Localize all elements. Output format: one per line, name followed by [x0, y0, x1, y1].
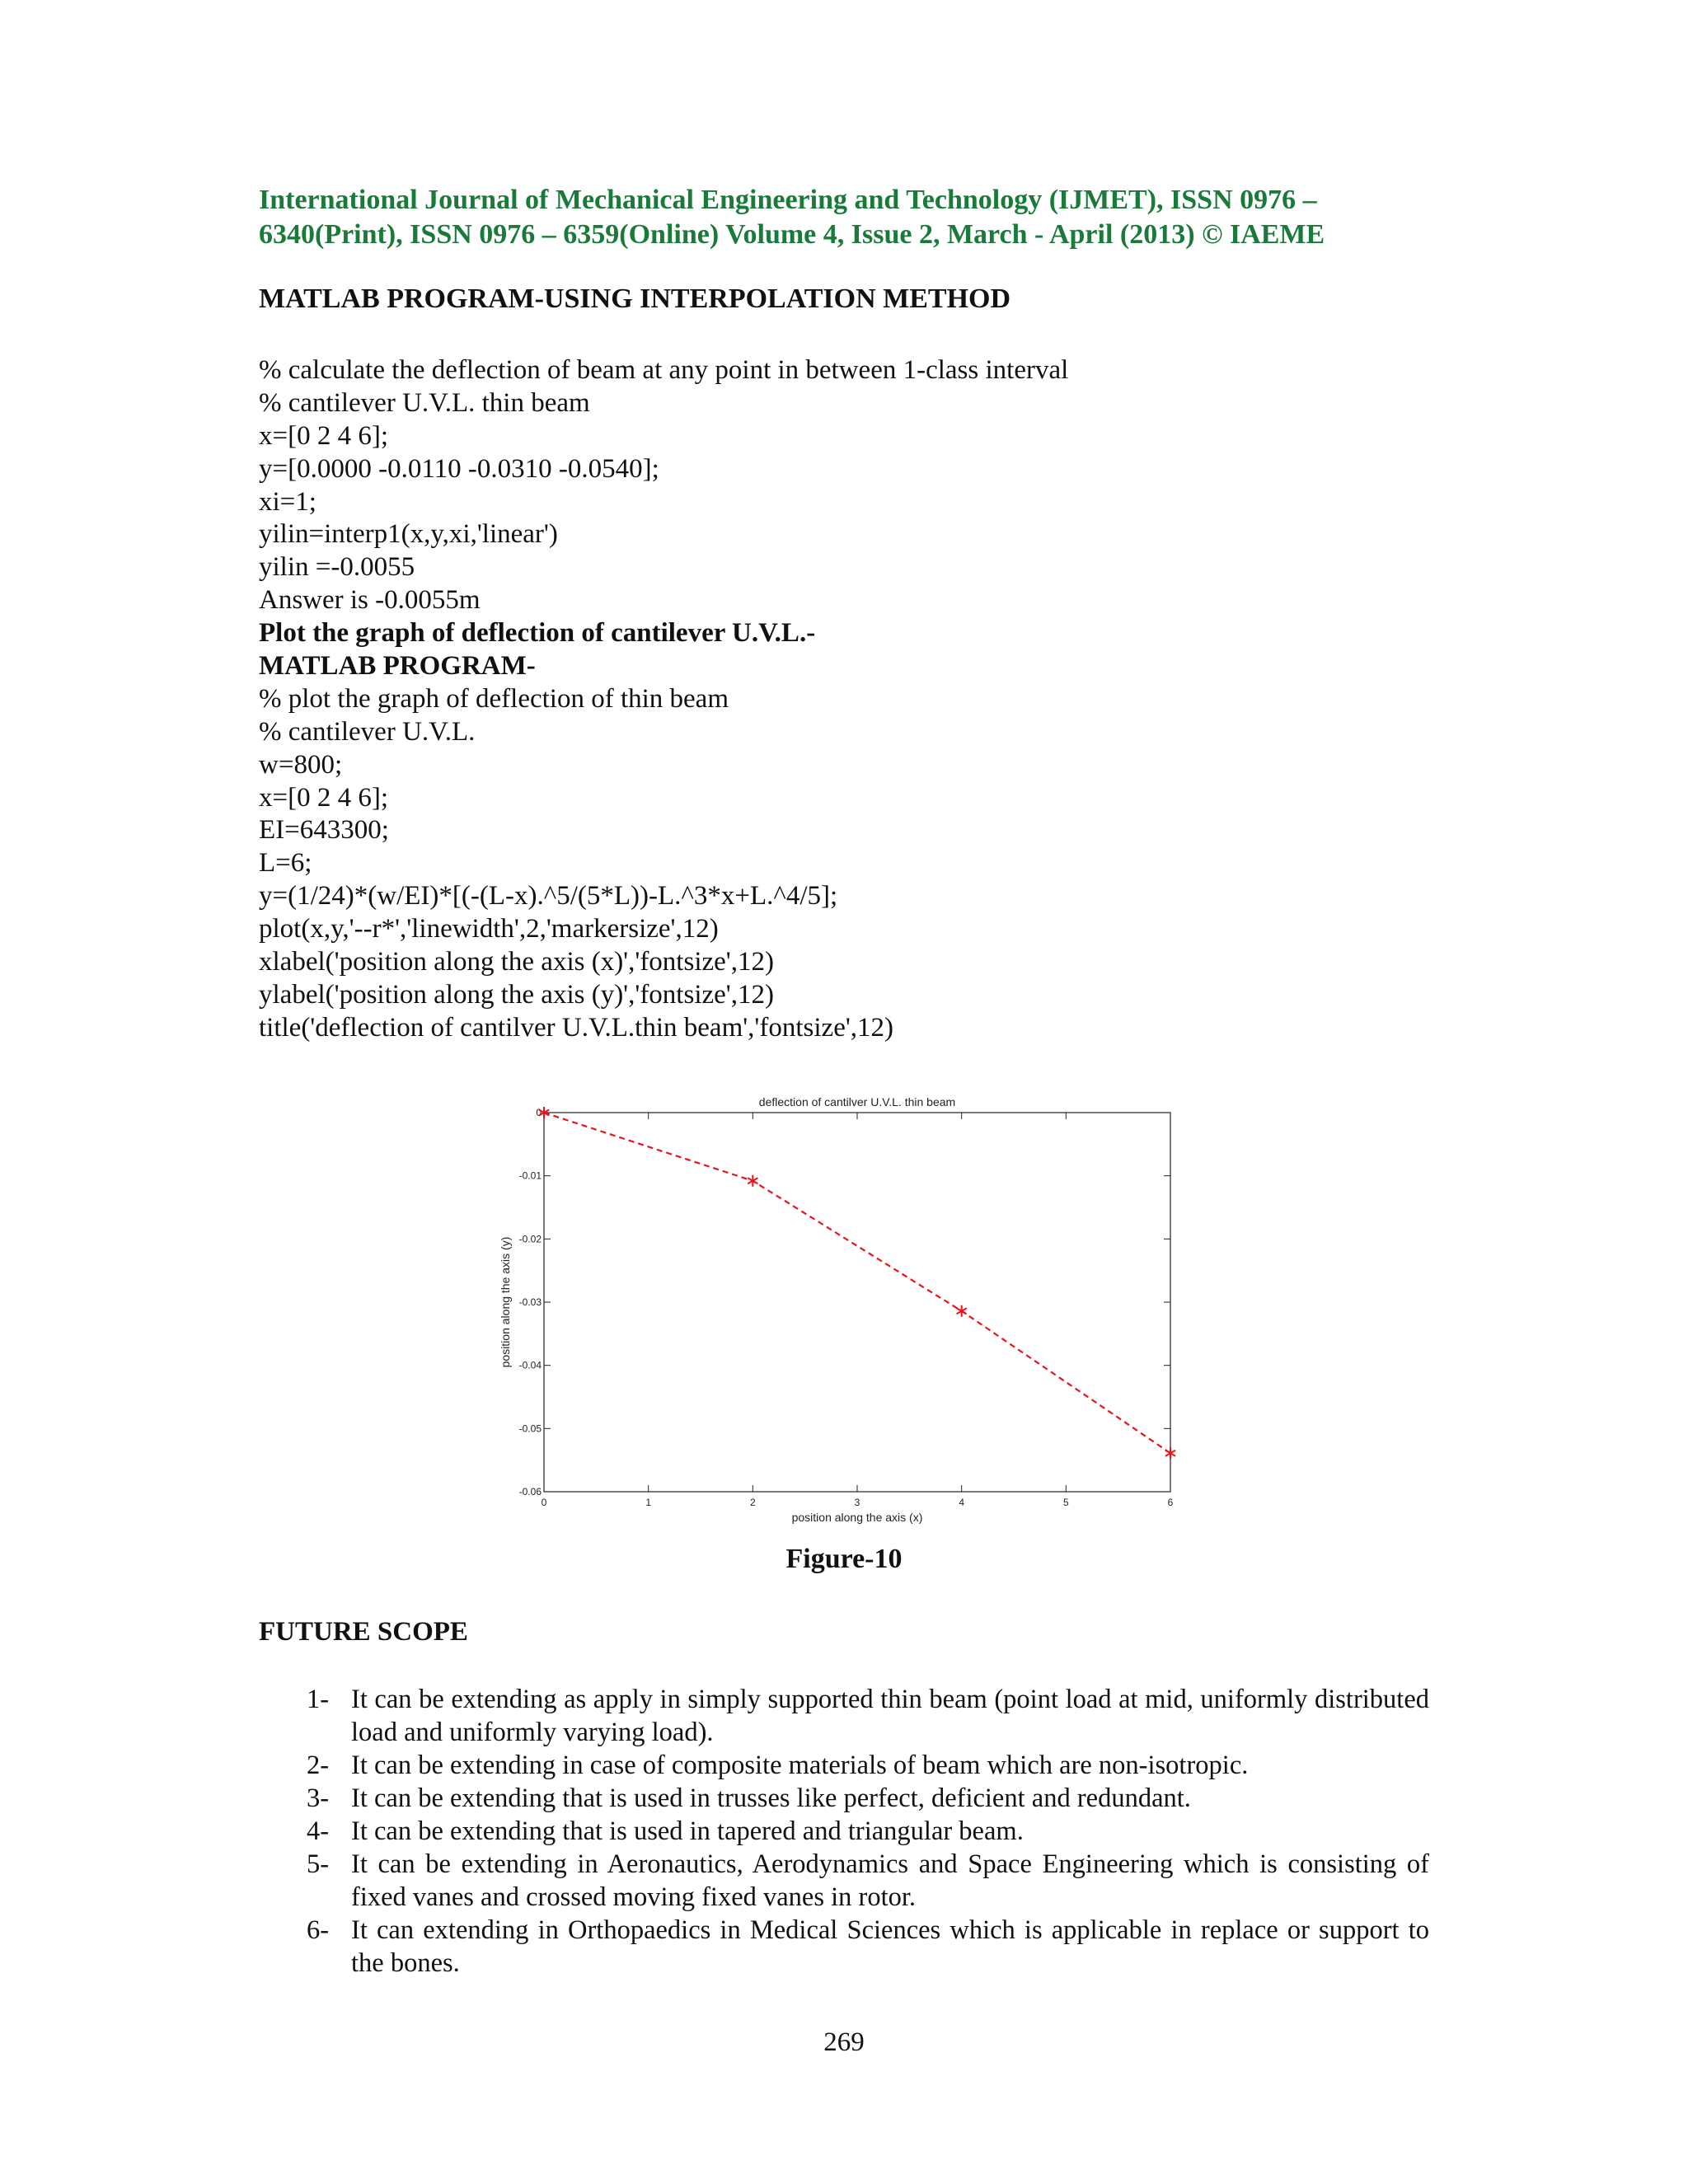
- code-line: % plot the graph of deflection of thin beam: [259, 683, 729, 714]
- journal-header-line-1: International Journal of Mechanical Engineering and Technology (IJMET), ISSN 0976 –: [259, 185, 1317, 215]
- y-axis-label: position along the axis (y): [499, 1236, 512, 1368]
- y-tick-label: -0.05: [518, 1422, 542, 1435]
- plot-frame: [544, 1113, 1170, 1492]
- chart-title: deflection of cantilver U.V.L. thin beam: [758, 1095, 956, 1108]
- code-line: title('deflection of cantilver U.V.L.thin beam','fontsize',12): [259, 1012, 894, 1043]
- y-tick-label: -0.03: [518, 1296, 542, 1308]
- list-item-text: It can be extending that is used in tapered and triangular beam.: [351, 1816, 1024, 1846]
- code-line: yilin=interp1(x,y,xi,'linear'): [259, 519, 558, 550]
- deflection-figure: [495, 1084, 1187, 1541]
- x-tick-label: 3: [854, 1497, 860, 1508]
- y-tick-label: -0.01: [518, 1169, 542, 1182]
- matlab-code-block: [259, 354, 1429, 1045]
- list-item-text: It can be extending in Aeronautics, Aerodynamics and Space Engineering which is consisting of fixed vanes and crossed moving fixed vanes in rotor.: [351, 1849, 1429, 1912]
- code-line: % calculate the deflection of beam at any point in between 1-class interval: [259, 355, 1069, 385]
- x-tick-label: 0: [541, 1497, 547, 1508]
- list-item: [307, 1683, 1429, 1749]
- list-item-number: 3-: [307, 1783, 330, 1813]
- list-item: [307, 1815, 1429, 1848]
- x-tick-label: 2: [749, 1497, 756, 1508]
- list-item-text: It can extending in Orthopaedics in Medical Sciences which is applicable in replace or support to the bones.: [351, 1915, 1429, 1978]
- journal-header-line-2: 6340(Print), ISSN 0976 – 6359(Online) Volume 4, Issue 2, March - April (2013) © IAEME: [259, 219, 1325, 250]
- list-item: [307, 1782, 1429, 1815]
- y-tick-label: -0.02: [518, 1233, 542, 1245]
- code-subheading: Plot the graph of deflection of cantilever U.V.L.-: [259, 618, 816, 649]
- list-item-text: It can be extending as apply in simply supported thin beam (point load at mid, uniformly distributed load and uniformly varying load).: [351, 1685, 1429, 1747]
- code-line: L=6;: [259, 848, 312, 879]
- code-line: x=[0 2 4 6];: [259, 420, 389, 451]
- list-item-text: It can be extending that is used in trusses like perfect, deficient and redundant.: [351, 1783, 1191, 1813]
- code-line: % cantilever U.V.L. thin beam: [259, 387, 590, 418]
- y-tick-label: -0.04: [518, 1359, 542, 1371]
- code-line: ylabel('position along the axis (y)','fontsize',12): [259, 979, 774, 1010]
- list-item-number: 1-: [307, 1685, 330, 1714]
- list-item: [307, 1848, 1429, 1914]
- figure-caption: Figure-10: [785, 1544, 903, 1574]
- list-item-number: 6-: [307, 1915, 330, 1945]
- x-axis-label: position along the axis (x): [791, 1511, 923, 1524]
- y-tick-label: -0.06: [518, 1486, 542, 1497]
- y-tick-label: 0: [536, 1107, 542, 1118]
- x-tick-label: 6: [1167, 1497, 1174, 1508]
- code-line: Answer is -0.0055m: [259, 585, 481, 616]
- code-line: x=[0 2 4 6];: [259, 782, 389, 813]
- code-line: xi=1;: [259, 486, 316, 517]
- list-item-number: 5-: [307, 1849, 330, 1879]
- code-line: y=(1/24)*(w/EI)*[(-(L-x).^5/(5*L))-L.^3*x+L.^4/5];: [259, 881, 838, 912]
- code-line: EI=643300;: [259, 815, 389, 846]
- x-tick-label: 1: [645, 1497, 652, 1508]
- code-line: % cantilever U.V.L.: [259, 716, 476, 747]
- code-line: plot(x,y,'--r*','linewidth',2,'markersize',12): [259, 914, 719, 944]
- code-line: yilin =-0.0055: [259, 552, 415, 583]
- list-item: [307, 1749, 1429, 1782]
- journal-header: [259, 183, 1429, 252]
- section-title: MATLAB PROGRAM-USING INTERPOLATION METHOD: [259, 284, 1011, 314]
- code-line: w=800;: [259, 749, 343, 780]
- future-scope-list: [307, 1683, 1429, 1980]
- code-line: xlabel('position along the axis (x)','fontsize',12): [259, 947, 774, 977]
- x-tick-label: 5: [1062, 1497, 1069, 1508]
- list-item: [307, 1914, 1429, 1980]
- code-line: y=[0.0000 -0.0110 -0.0310 -0.0540];: [259, 453, 659, 484]
- page-number: 269: [823, 2027, 865, 2057]
- deflection-chart: [495, 1084, 1187, 1541]
- list-item-number: 2-: [307, 1750, 330, 1780]
- list-item-number: 4-: [307, 1816, 330, 1846]
- x-tick-label: 4: [959, 1497, 965, 1508]
- code-subheading: MATLAB PROGRAM-: [259, 651, 536, 682]
- list-item-text: It can be extending in case of composite materials of beam which are non-isotropic.: [351, 1750, 1249, 1780]
- future-scope-title: FUTURE SCOPE: [259, 1617, 468, 1647]
